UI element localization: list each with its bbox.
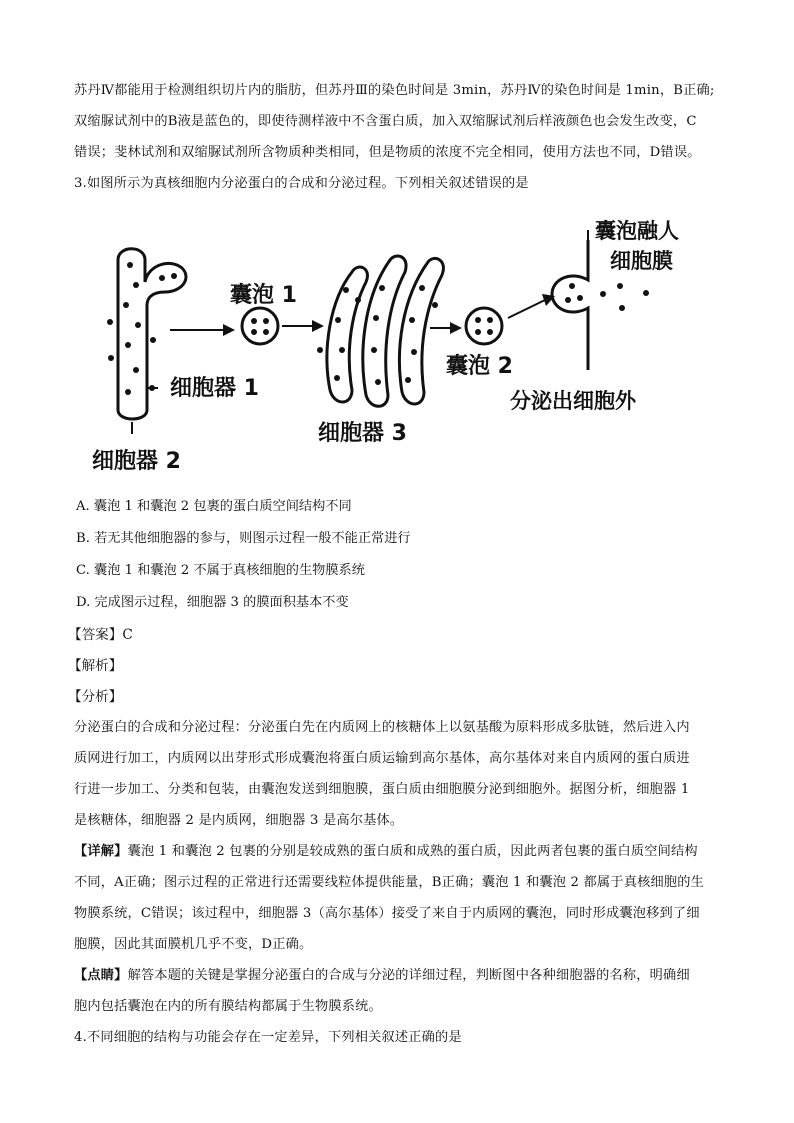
label-organelle-2: 细胞器 2	[92, 449, 181, 474]
label-vesicle-2: 囊泡 2	[446, 354, 513, 379]
arrow-golgi-to-vesicle2	[430, 322, 462, 334]
label-fuse-line-1: 囊泡融人	[595, 219, 679, 243]
label-organelle-3: 细胞器 3	[318, 421, 407, 446]
xiangjie-line-4: 胞膜，因此其面膜机几乎不变，D正确。	[74, 937, 313, 952]
vesicle-2	[466, 308, 502, 344]
question-4-stem: 4.不同细胞的结构与功能会存在一定差异，下列相关叙述正确的是	[74, 1030, 462, 1045]
dianjing-text-1: 解答本题的关键是掌握分泌蛋白的合成与分泌的详细过程，判断图中各种细胞器的名称，明确细	[127, 968, 690, 983]
dianjing-tag: 【点睛】	[74, 968, 128, 983]
option-d: D. 完成图示过程，细胞器 3 的膜面积基本不变	[76, 595, 349, 610]
xiangjie-tag: 【详解】	[74, 844, 128, 859]
arrow-vesicle1-to-golgi	[282, 320, 324, 332]
option-c: C. 囊泡 1 和囊泡 2 不属于真核细胞的生物膜系统	[76, 563, 365, 578]
xiangjie-line-1	[74, 843, 724, 861]
analysis-tag: 【解析】	[68, 658, 123, 674]
fenxi-line-1: 分泌蛋白的合成和分泌过程：分泌蛋白先在内质网上的核糖体上以氨基酸为原料形成多肽链，然后进入内	[74, 720, 690, 735]
question-3-stem: 3.如图所示为真核细胞内分泌蛋白的合成和分泌过程。下列相关叙述错误的是	[74, 176, 529, 191]
xiangjie-line-3: 物膜系统，C错误；该过程中，细胞器 3（高尔基体）接受了来自于内质网的囊泡，同时形成囊泡移到了细	[74, 906, 700, 921]
xiangjie-text-1: 囊泡 1 和囊泡 2 包裹的分别是较成熟的蛋白质和成熟的蛋白质，因此两者包裹的蛋白质空间结构	[127, 844, 698, 859]
option-b: B. 若无其他细胞器的参与，则图示过程一般不能正常进行	[76, 531, 411, 546]
fenxi-tag: 【分析】	[68, 689, 123, 705]
xiangjie-line-2: 不同，A正确；图示过程的正常进行还需要线粒体提供能量，B正确；囊泡 1 和囊泡 2 都属于真核细胞的生	[74, 875, 705, 890]
membrane-proteins	[565, 283, 649, 311]
dianjing-line-2: 胞内包括囊泡在内的所有膜结构都属于生物膜系统。	[74, 999, 382, 1014]
organelle-2-er	[107, 249, 186, 434]
option-a: A. 囊泡 1 和囊泡 2 包裹的蛋白质空间结构不同	[76, 499, 352, 514]
cell-membrane	[552, 240, 588, 370]
vesicle-1	[242, 308, 278, 344]
golgi-proteins	[317, 285, 438, 385]
label-vesicle-1: 囊泡 1	[230, 283, 297, 308]
label-fuse-line-2: 细胞膜	[610, 249, 673, 273]
arrow-vesicle2-to-membrane	[508, 294, 555, 318]
label-secrete: 分泌出细胞外	[510, 389, 636, 413]
fenxi-line-2: 质网进行加工，内质网以出芽形式形成囊泡将蛋白质运输到高尔基体，高尔基体对来自内质网的蛋白质进	[74, 751, 690, 766]
intro-line-1: 苏丹Ⅳ都能用于检测组织切片内的脂肪，但苏丹Ⅲ的染色时间是 3min，苏丹Ⅳ的染色时间是 1min，B正确;	[74, 83, 715, 98]
secretion-diagram	[90, 210, 730, 485]
intro-line-3: 错误；斐林试剂和双缩脲试剂所含物质种类相同，但是物质的浓度不完全相同，使用方法也不同，D错误。	[74, 145, 701, 160]
fenxi-line-3: 行进一步加工、分类和包装，由囊泡发送到细胞膜，蛋白质由细胞膜分泌到细胞外。据图分析，细胞器 1	[74, 782, 690, 797]
fenxi-line-4: 是核糖体，细胞器 2 是内质网，细胞器 3 是高尔基体。	[74, 813, 404, 828]
arrow-er-to-vesicle1	[170, 324, 235, 336]
intro-line-2: 双缩脲试剂中的B液是蓝色的，即使待测样液中不含蛋白质，加入双缩脲试剂后样液颜色也会发生改变，C	[74, 114, 697, 129]
organelle-3-golgi	[327, 256, 443, 406]
label-organelle-1: 细胞器 1	[170, 376, 259, 401]
dianjing-line-1	[74, 967, 724, 985]
answer-label: 【答案】C	[68, 627, 133, 643]
